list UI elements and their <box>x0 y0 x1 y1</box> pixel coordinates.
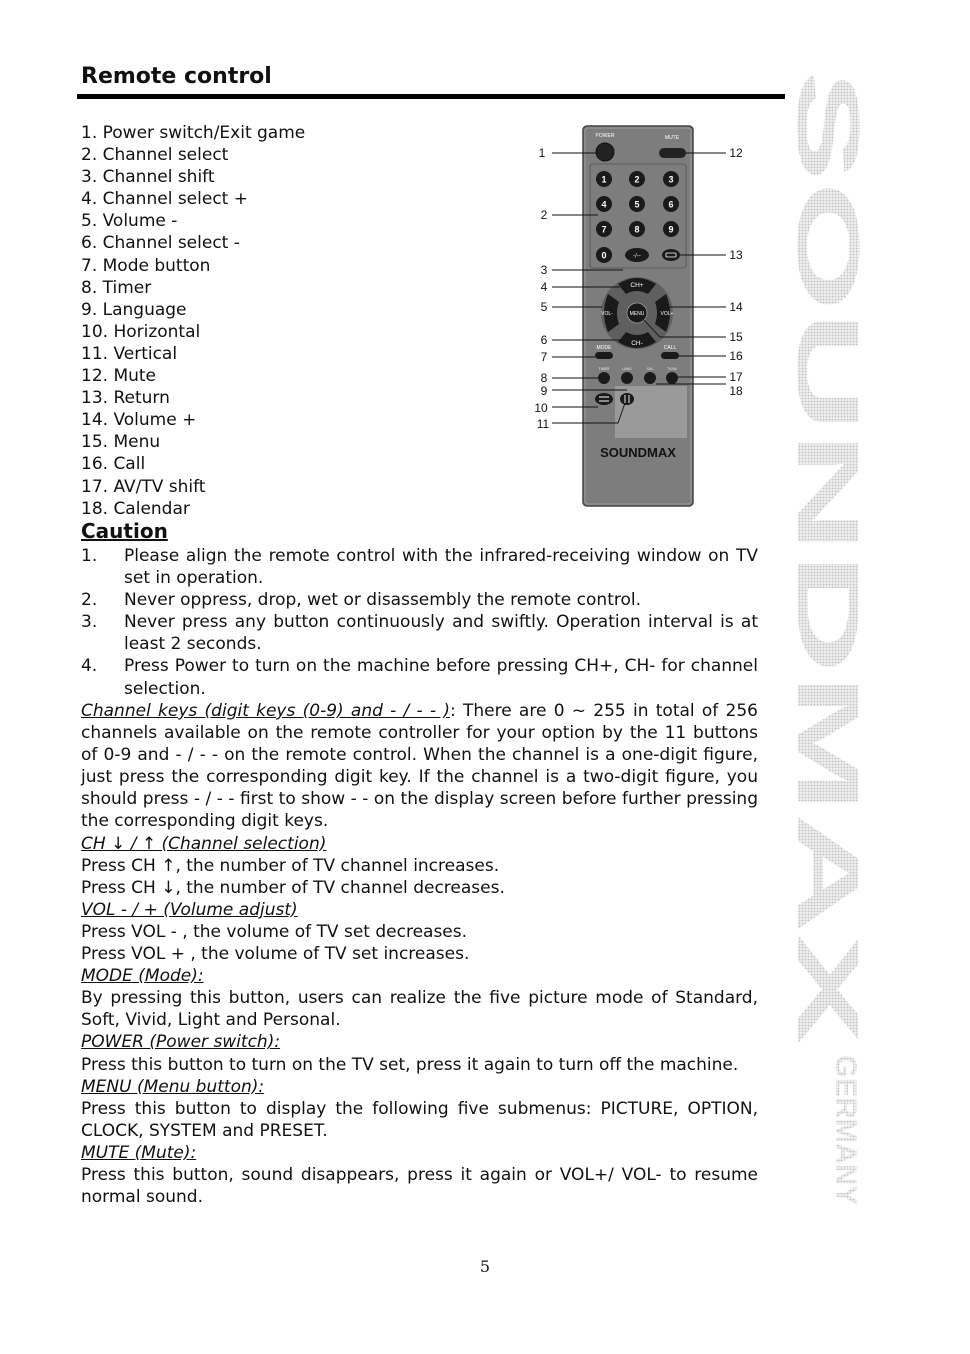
list-item: 4. Channel select + <box>81 189 248 210</box>
remote-control-diagram <box>530 120 760 515</box>
mode-button[interactable] <box>595 352 613 359</box>
menu-label: MENU <box>629 311 645 317</box>
section-heading: Channel keys (digit keys (0-9) and - / - - ) <box>81 701 450 721</box>
horizontal-button[interactable] <box>595 393 613 405</box>
section-text: Press this button to display the following five submenus: PICTURE, OPTION, CLOCK, SYSTEM and PRESET. <box>81 1098 758 1141</box>
callout-label: 6 <box>540 333 548 347</box>
list-item: 12. Mute <box>81 366 157 387</box>
list-item: 11. Vertical <box>81 343 178 364</box>
callout-label: 13 <box>729 248 743 262</box>
section-text: By pressing this button, users can realize the five picture mode of Standard, Soft, Vivid, Light and Personal. <box>81 988 758 1031</box>
list-item: 3. Channel shift <box>81 167 215 188</box>
digit-label: 7 <box>601 224 607 235</box>
item-text: Press Power to turn on the machine before pressing CH+, CH- for channel selection. <box>124 656 758 699</box>
brand-name: SOUNDMAX <box>779 70 878 584</box>
item-number: 1. <box>81 546 98 566</box>
callout-label: 7 <box>540 350 548 364</box>
list-item: 9. Language <box>81 299 187 320</box>
list-item: 15. Menu <box>81 432 161 453</box>
cal-label: CAL <box>646 367 654 371</box>
brand-watermark <box>779 70 878 1210</box>
list-item: 5. Volume - <box>81 211 178 232</box>
section-heading: CH ↓ / ↑ (Channel selection) <box>81 833 327 854</box>
language-button[interactable] <box>621 372 633 384</box>
callout-label: 9 <box>540 384 548 398</box>
digit-label: 5 <box>634 199 640 210</box>
item-number: 3. <box>81 612 98 633</box>
vol-plus-label: VOL+ <box>660 311 674 317</box>
callout-label: 12 <box>729 146 743 160</box>
callout-label: 4 <box>540 280 548 294</box>
power-label: POWER <box>595 133 615 139</box>
title-rule <box>77 94 785 99</box>
caution-list <box>81 545 758 700</box>
item-number: 4. <box>81 656 98 677</box>
ch-minus-label: CH- <box>631 340 643 347</box>
channel-keys-paragraph <box>81 700 758 833</box>
callout-label: 1 <box>538 146 546 160</box>
timer-label: TIMER <box>598 367 610 371</box>
list-item: 18. Calendar <box>81 498 190 519</box>
callout-label: 15 <box>729 330 743 344</box>
section-heading: VOL - / + (Volume adjust) <box>81 899 298 920</box>
list-item <box>81 655 758 699</box>
mute-label: MUTE <box>664 135 680 141</box>
digit-label: 3 <box>668 174 674 185</box>
calendar-button[interactable] <box>644 372 656 384</box>
call-button[interactable] <box>661 352 679 359</box>
list-item <box>81 589 758 611</box>
digit-label: 0 <box>601 250 607 261</box>
callout-label: 16 <box>729 349 743 363</box>
vertical-button[interactable] <box>620 393 634 405</box>
vol-minus-label: VOL- <box>601 311 613 317</box>
digit-label: 6 <box>668 199 674 210</box>
list-item: 8. Timer <box>81 277 152 298</box>
section-heading: POWER (Power switch): <box>81 1032 281 1053</box>
list-item: 13. Return <box>81 388 170 409</box>
callout-label: 2 <box>540 208 548 222</box>
section-text: Press VOL - , the volume of TV set decreases. <box>81 921 468 942</box>
caution-heading: Caution <box>81 519 168 543</box>
call-label: CALL <box>663 345 677 351</box>
list-item: 6. Channel select - <box>81 233 240 254</box>
section-heading: MENU (Menu button): <box>81 1076 265 1097</box>
section-text: Press VOL + , the volume of TV set increases. <box>81 944 470 965</box>
callout-label: 3 <box>540 263 548 277</box>
ch-plus-label: CH+ <box>630 282 644 289</box>
digit-label: 2 <box>634 174 640 185</box>
list-item: 16. Call <box>81 454 146 475</box>
tvav-label: TV/AV <box>667 367 677 371</box>
lang-label: LANG <box>622 367 632 371</box>
timer-button[interactable] <box>598 372 610 384</box>
callout-label: 18 <box>729 384 743 398</box>
section-text: Press CH ↑, the number of TV channel increases. <box>81 855 500 876</box>
return-button[interactable] <box>662 249 680 261</box>
callout-label: 10 <box>534 401 548 415</box>
list-item <box>81 545 758 589</box>
dash-label: -/-- <box>633 253 641 260</box>
section-text: : There are 0 ~ 255 in total of 256 channels available on the remote controller for your option by the 11 buttons of 0-9 and - / - - on the remote control. When the channel is a one-digit figure, just press the corresponding digit key. If the channel is a two-digit figure, you should press - / - - first to show - - on the display screen before further pressing the corresponding digit keys. <box>81 701 758 832</box>
remote-brand-label: SOUNDMAX <box>600 445 676 460</box>
list-item: 10. Horizontal <box>81 321 201 342</box>
callout-label: 5 <box>540 300 548 314</box>
callout-label: 11 <box>536 417 550 431</box>
button-descriptions <box>81 700 758 1208</box>
list-item: 17. AV/TV shift <box>81 476 206 497</box>
section-heading: MUTE (Mute): <box>81 1142 197 1163</box>
digit-label: 4 <box>601 199 607 210</box>
brand-country: GERMANY <box>829 1055 862 1209</box>
list-item <box>81 611 758 655</box>
power-button[interactable] <box>596 143 614 161</box>
item-number: 2. <box>81 590 98 611</box>
digit-label: 8 <box>634 224 640 235</box>
section-heading: MODE (Mode): <box>81 966 204 987</box>
button-legend-list <box>81 122 305 520</box>
list-item: 1. Power switch/Exit game <box>81 123 306 143</box>
item-text: Never oppress, drop, wet or disassembly the remote control. <box>124 590 641 611</box>
item-text: Please align the remote control with the infrared-receiving window on TV set in operation. <box>124 546 758 589</box>
section-text: Press this button to turn on the TV set, press it again to turn off the machine. <box>81 1054 739 1075</box>
mode-label: MODE <box>596 345 612 351</box>
callout-label: 14 <box>729 300 743 314</box>
page-number: 5 <box>479 1257 491 1276</box>
list-item: 2. Channel select <box>81 145 229 166</box>
digit-label: 1 <box>601 174 607 185</box>
digit-label: 9 <box>668 224 674 235</box>
section-text: Press this button, sound disappears, press it again or VOL+/ VOL- to resume normal sound. <box>81 1164 758 1208</box>
mute-button[interactable] <box>659 148 686 158</box>
item-text: Never press any button continuously and swiftly. Operation interval is at least 2 seconds. <box>124 612 758 655</box>
callout-label: 8 <box>540 371 548 385</box>
av-tv-button[interactable] <box>666 372 678 384</box>
page-title: Remote control <box>81 64 272 89</box>
list-item: 7. Mode button <box>81 255 211 276</box>
section-text: Press CH ↓, the number of TV channel decreases. <box>81 877 505 898</box>
list-item: 14. Volume + <box>81 410 197 431</box>
callout-label: 17 <box>729 370 743 384</box>
